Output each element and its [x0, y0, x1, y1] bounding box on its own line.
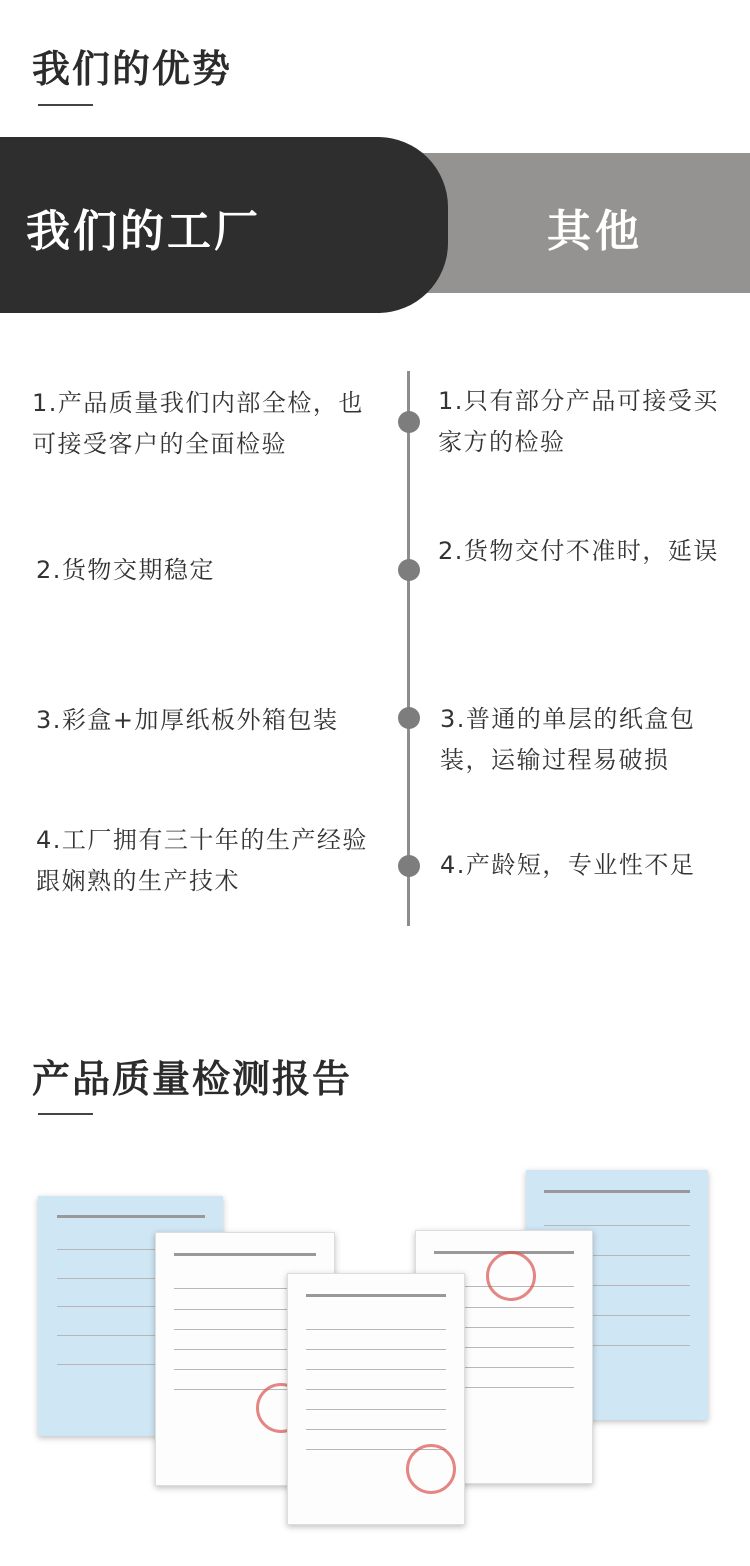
other-item: 3.普通的单层的纸盒包装，运输过程易破损	[440, 705, 696, 774]
advantages-title: 我们的优势	[32, 47, 233, 91]
reports-title-underline	[38, 1113, 93, 1115]
other-item: 1.只有部分产品可接受买家方的检验	[438, 387, 719, 456]
other-tab-label: 其他	[547, 206, 643, 257]
timeline-dot	[398, 559, 420, 581]
our-advantage-item: 3.彩盒+加厚纸板外箱包装	[36, 706, 339, 734]
advantages-title-underline	[38, 104, 93, 106]
timeline-dot	[398, 411, 420, 433]
our-factory-tab-label: 我们的工厂	[26, 206, 261, 257]
red-seal-stamp	[406, 1444, 456, 1494]
reports-title: 产品质量检测报告	[32, 1057, 353, 1101]
other-item: 4.产龄短，专业性不足	[440, 851, 696, 879]
timeline-dot	[398, 707, 420, 729]
inspection-report-images	[0, 1160, 750, 1560]
timeline-dot	[398, 855, 420, 877]
other-item: 2.货物交付不准时，延误	[438, 537, 719, 565]
comparison-timeline	[407, 371, 410, 926]
report-document-image	[287, 1273, 465, 1525]
red-seal-stamp	[486, 1251, 536, 1301]
our-advantage-item: 2.货物交期稳定	[36, 556, 215, 584]
our-advantage-item: 4.工厂拥有三十年的生产经验跟娴熟的生产技术	[36, 826, 368, 895]
our-advantage-item: 1.产品质量我们内部全检，也可接受客户的全面检验	[32, 389, 364, 458]
